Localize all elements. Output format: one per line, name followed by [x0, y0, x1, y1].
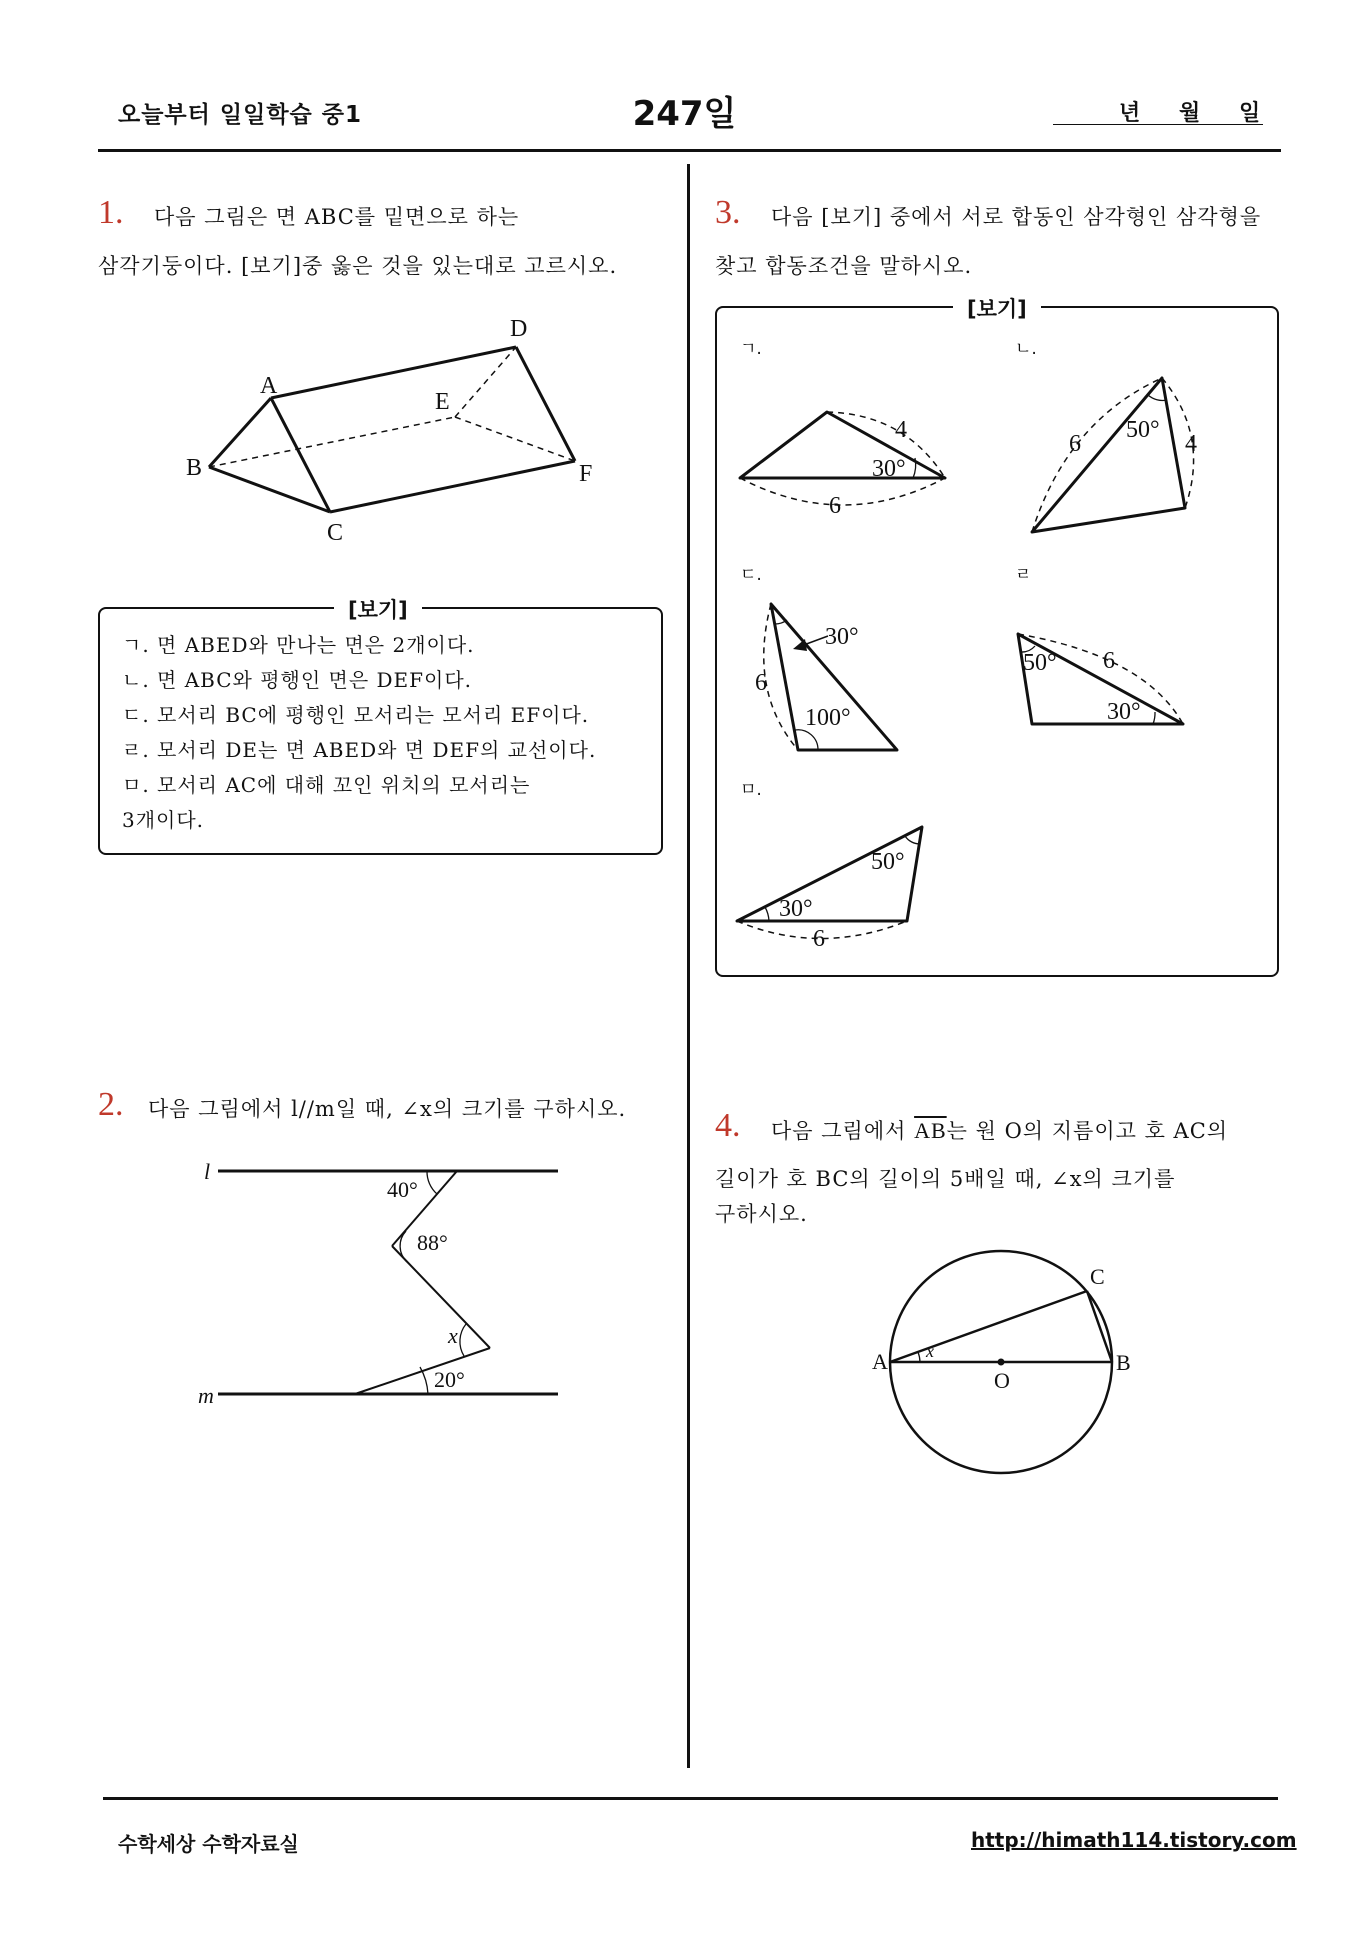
g-angle30-label: 30° — [872, 456, 906, 482]
center-o-label: O — [994, 1368, 1010, 1393]
parallel-lines-figure — [0, 1130, 690, 1430]
q1-number: 1. — [98, 194, 124, 231]
n-side4-label: 4 — [1185, 431, 1197, 457]
angle-x-label: x — [448, 1323, 458, 1348]
prism-figure — [0, 0, 690, 560]
bogi-item: ㄷ. 모서리 BC에 평행인 모서리는 모서리 EF이다. — [122, 703, 590, 727]
q3-number: 3. — [715, 194, 741, 231]
q1-line1: 다음 그림은 면 ABC를 밑면으로 하는 — [154, 205, 520, 229]
date-field — [1053, 96, 1263, 125]
bogi-item: ㄴ. 면 ABC와 평행인 면은 DEF이다. — [122, 668, 473, 692]
q4-line1-a: 다음 그림에서 — [771, 1119, 907, 1143]
angle-20-label: 20° — [434, 1367, 465, 1392]
d-angle30-label: 30° — [825, 624, 859, 650]
book-title: 오늘부터 일일학습 중1 — [118, 102, 362, 128]
m-angle30-label: 30° — [779, 896, 813, 922]
angle-40-label: 40° — [387, 1177, 418, 1202]
r-angle50-label: 50° — [1023, 650, 1057, 676]
m-side6-label: 6 — [813, 926, 825, 952]
g-side4-label: 4 — [895, 417, 907, 443]
day-number: 247일 — [632, 94, 737, 134]
year-label: 년 — [1119, 101, 1141, 126]
triangles-figure — [715, 306, 1275, 973]
q3-bogi-title: [보기] — [953, 293, 1041, 323]
q4-number: 4. — [715, 1107, 741, 1144]
r-side6-label: 6 — [1103, 648, 1115, 674]
item-m-label: ㅁ. — [740, 780, 762, 800]
bogi-item: ㄹ. 모서리 DE는 면 ABED와 면 DEF의 교선이다. — [122, 738, 597, 762]
segment-ab: $\overline{AB}$ — [914, 1118, 947, 1143]
angle-x-label: x — [926, 1341, 934, 1361]
q4-line3: 구하시오. — [715, 1202, 808, 1226]
d-angle100-label: 100° — [805, 705, 851, 731]
n-side6-label: 6 — [1069, 431, 1081, 457]
footer-url-link[interactable]: http://himath114.tistory.com — [971, 1828, 1297, 1852]
vertex-e-label: E — [435, 389, 450, 415]
day-label: 일 — [1239, 101, 1261, 126]
footer-source: 수학세상 수학자료실 — [118, 1832, 299, 1856]
vertex-b-label: B — [186, 455, 203, 481]
q3-line1: 다음 [보기] 중에서 서로 합동인 삼각형인 삼각형을 — [771, 205, 1262, 229]
vertex-a-label: A — [260, 373, 278, 399]
q4-line1-b: 는 원 O의 지름이고 호 AC의 — [946, 1119, 1229, 1143]
q1-line2: 삼각기둥이다. [보기]중 옳은 것을 있는대로 고르시오. — [98, 254, 618, 278]
vertex-d-label: D — [510, 316, 528, 342]
q2-text: 다음 그림에서 l//m일 때, ∠x의 크기를 구하시오. — [148, 1097, 627, 1121]
angle-88-label: 88° — [417, 1230, 448, 1255]
item-g-label: ㄱ. — [740, 339, 762, 359]
q4-line1 — [771, 1106, 1228, 1156]
q3-line2: 찾고 합동조건을 말하시오. — [715, 254, 973, 278]
item-r-label: ㄹ — [1015, 565, 1032, 585]
q2-number: 2. — [98, 1086, 124, 1123]
d-side6-label: 6 — [755, 670, 767, 696]
point-b-label: B — [1116, 1350, 1131, 1375]
g-side6-label: 6 — [829, 493, 841, 519]
vertex-c-label: C — [327, 520, 344, 546]
item-d-label: ㄷ. — [740, 565, 762, 585]
point-a-label: A — [872, 1349, 888, 1374]
n-angle50-label: 50° — [1126, 417, 1160, 443]
bogi-item: ㄱ. 면 ABED와 만나는 면은 2개이다. — [122, 633, 475, 657]
circle-figure — [860, 1215, 1160, 1485]
q1-bogi-title: [보기] — [334, 594, 422, 624]
bogi-item: ㅁ. 모서리 AC에 대해 꼬인 위치의 모서리는 — [122, 773, 531, 797]
q1-bogi-list — [122, 628, 596, 838]
line-m-label: m — [198, 1383, 214, 1408]
m-angle50-label: 50° — [871, 849, 905, 875]
item-n-label: ㄴ. — [1015, 339, 1037, 359]
r-angle30-label: 30° — [1107, 699, 1141, 725]
footer-rule — [103, 1797, 1278, 1800]
bogi-item: 3개이다. — [122, 808, 205, 832]
vertex-f-label: F — [579, 461, 593, 487]
q4-line2: 길이가 호 BC의 길이의 5배일 때, ∠x의 크기를 — [715, 1167, 1176, 1191]
line-l-label: l — [204, 1159, 211, 1184]
point-c-label: C — [1090, 1264, 1105, 1289]
month-label: 월 — [1179, 101, 1201, 126]
